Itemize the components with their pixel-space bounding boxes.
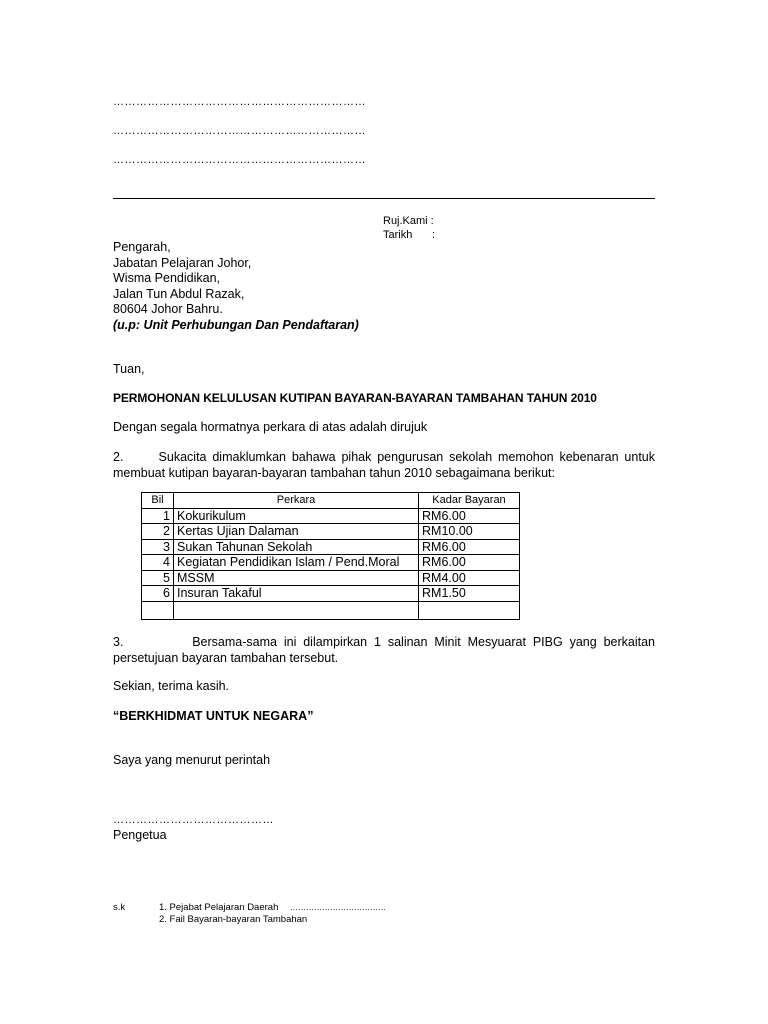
sender-line-2: ………………………………………………………… xyxy=(113,125,366,137)
sender-line-1: ………………………………………………………… xyxy=(113,96,366,108)
header-bil: Bil xyxy=(142,493,174,509)
header-perkara: Perkara xyxy=(174,493,419,509)
cell-empty xyxy=(142,601,174,619)
cell-kadar: RM6.00 xyxy=(419,539,520,555)
sk-item-1-dots: ……………………………… xyxy=(290,903,386,912)
header-kadar: Kadar Bayaran xyxy=(419,493,520,509)
cell-perkara: Kegiatan Pendidikan Islam / Pend.Moral xyxy=(174,555,419,571)
cell-empty xyxy=(174,601,419,619)
cell-kadar: RM6.00 xyxy=(419,508,520,524)
closing-text: Sekian, terima kasih. xyxy=(113,679,230,693)
header-divider xyxy=(113,198,655,199)
table-row xyxy=(142,555,520,571)
table-row xyxy=(142,508,520,524)
table-row xyxy=(142,524,520,540)
cell-bil: 5 xyxy=(142,570,174,586)
table-header-row xyxy=(142,493,520,509)
motto: “BERKHIDMAT UNTUK NEGARA” xyxy=(113,709,314,723)
letter-subject: PERMOHONAN KELULUSAN KUTIPAN BAYARAN-BAYARAN TAMBAHAN TAHUN 2010 xyxy=(113,391,597,405)
cell-perkara: Kokurikulum xyxy=(174,508,419,524)
cell-kadar: RM10.00 xyxy=(419,524,520,540)
recipient-line: Jabatan Pelajaran Johor, xyxy=(113,255,252,270)
cell-bil: 2 xyxy=(142,524,174,540)
cell-perkara: Insuran Takaful xyxy=(174,586,419,602)
cell-bil: 4 xyxy=(142,555,174,571)
cell-bil: 3 xyxy=(142,539,174,555)
signature-line: …………………………………… xyxy=(113,814,274,826)
cell-empty xyxy=(419,601,520,619)
paragraph-2: 2. Sukacita dimaklumkan bahawa pihak pengurusan sekolah memohon kebenaran untuk membuat kutipan bayaran-bayaran tambahan tahun 2010 sebagaimana berikut: xyxy=(113,450,655,480)
salutation: Tuan, xyxy=(113,362,145,376)
table-row xyxy=(142,570,520,586)
ruj-kami-label: Ruj.Kami : xyxy=(383,215,434,227)
cell-bil: 1 xyxy=(142,508,174,524)
sender-line-3: ………………………………………………………… xyxy=(113,154,366,166)
cell-bil: 6 xyxy=(142,586,174,602)
recipient-line: Jalan Tun Abdul Razak, xyxy=(113,286,245,301)
fee-table xyxy=(141,492,520,620)
recipient-attention: (u.p: Unit Perhubungan Dan Pendaftaran) xyxy=(113,317,359,332)
recipient-line: Pengarah, xyxy=(113,240,171,254)
paragraph-3: 3. Bersama-sama ini dilampirkan 1 salinan Minit Mesyuarat PIBG yang berkaitan persetujuan bayaran tambahan tersebut. xyxy=(113,635,655,665)
tarikh-label: Tarikh xyxy=(383,229,413,241)
recipient-address xyxy=(113,240,359,333)
cell-kadar: RM4.00 xyxy=(419,570,520,586)
cell-perkara: Sukan Tahunan Sekolah xyxy=(174,539,419,555)
table-row-empty xyxy=(142,601,520,619)
sk-item-2: 2. Fail Bayaran-bayaran Tambahan xyxy=(159,914,308,925)
signoff-text: Saya yang menurut perintah xyxy=(113,753,271,767)
recipient-line: Wisma Pendidikan, xyxy=(113,271,220,285)
table-row xyxy=(142,586,520,602)
sk-item-1: 1. Pejabat Pelajaran Daerah xyxy=(159,902,279,913)
intro-paragraph: Dengan segala hormatnya perkara di atas adalah dirujuk xyxy=(113,420,428,434)
table-row xyxy=(142,539,520,555)
recipient-line: 80604 Johor Bahru. xyxy=(113,302,223,316)
cell-perkara: Kertas Ujian Dalaman xyxy=(174,524,419,540)
cell-kadar: RM1.50 xyxy=(419,586,520,602)
tarikh-colon: : xyxy=(432,229,436,241)
cell-kadar: RM6.00 xyxy=(419,555,520,571)
sk-label: s.k xyxy=(113,902,126,913)
cell-perkara: MSSM xyxy=(174,570,419,586)
signatory-title: Pengetua xyxy=(113,828,167,842)
